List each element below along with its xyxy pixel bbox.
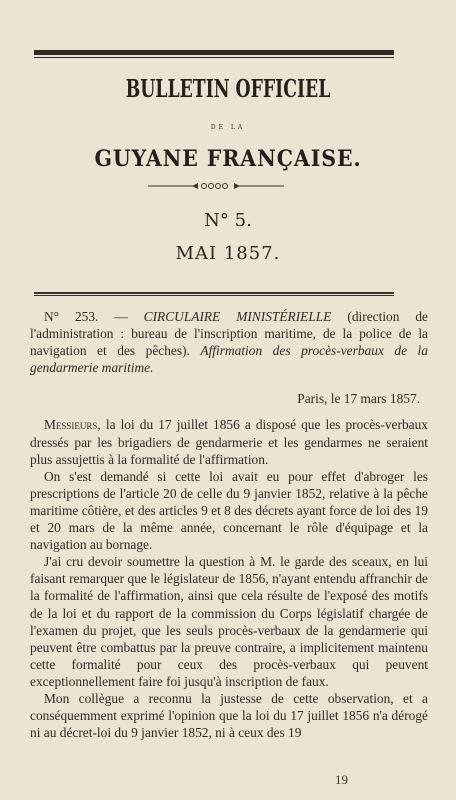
bulletin-title: BULLETIN OFFICIEL	[125, 74, 331, 103]
page-number: 19	[335, 772, 348, 787]
ornament-divider	[148, 180, 284, 192]
paragraph-3: J'ai cru devoir soumettre la question à M. le garde des sceaux, en lui faisant remarquer que le législateur de 1856, n'ayant entendu affranchir de la formalité de l'affirmation, ainsi que cela résulte de l'exposé des motifs de la loi et du rapport de la commission du Corps législatif chargée de l'examen du projet, que les seuls procès-verbaux de la gendarmerie qui peuvent être combattus par la preuve contraire, a implicitement maintenu cette formalité pour ceux des procès-verbaux qui peuvent exceptionnellement faire foi jusqu'à inscription de faux.	[30, 554, 428, 689]
paragraph-1	[30, 416, 428, 467]
paragraph-2: On s'est demandé si cette loi avait eu pour effet d'abroger les prescriptions de l'article 20 de celle du 9 janvier 1852, relative à la pêche maritime côtière, et des articles 9 et 8 des décrets ayant force de loi des 19 et 20 mars de la même année, concernant le rôle d'équipage et la navigation au bornage.	[30, 468, 428, 553]
article-intro: (direction de l'administration : bureau de l'inscription maritime, de la police de la navigation et des pêches).	[30, 309, 428, 359]
section-rule-thin	[34, 295, 394, 296]
top-rule	[34, 50, 394, 55]
article-title: CIRCULAIRE MINISTÉRIELLE	[143, 309, 332, 324]
article-body	[30, 308, 428, 741]
paragraph-4: Mon collègue a reconnu la justesse de cette observation, et a conséquemment exprimé l'opinion que la loi du 17 juillet 1856 n'a dérogé ni au décret-loi du 9 janvier 1852, ni à ceux des 19	[30, 690, 428, 741]
article-subject: Affirmation des procès-verbaux de la gendarmerie maritime.	[30, 343, 428, 376]
issue-date: MAI 1857.	[175, 243, 281, 264]
top-rule-thin	[34, 57, 394, 58]
title-connector: DE LA	[210, 124, 246, 131]
colony-title: GUYANE FRANÇAISE.	[94, 146, 362, 172]
section-rule	[34, 292, 394, 294]
issue-number: N° 5.	[204, 210, 252, 231]
paragraph-1-text: la loi du 17 juillet 1856 a disposé que les procès-verbaux dressés par les brigadiers de gendarmerie et les gendarmes ne seraient plus assujettis à la formalité de l'affirmation.	[30, 417, 428, 467]
article-number: N° 253. —	[44, 309, 128, 324]
article-date: Paris, le 17 mars 1857.	[297, 391, 420, 407]
article-heading	[30, 308, 428, 376]
salutation: Messieurs,	[44, 417, 101, 433]
